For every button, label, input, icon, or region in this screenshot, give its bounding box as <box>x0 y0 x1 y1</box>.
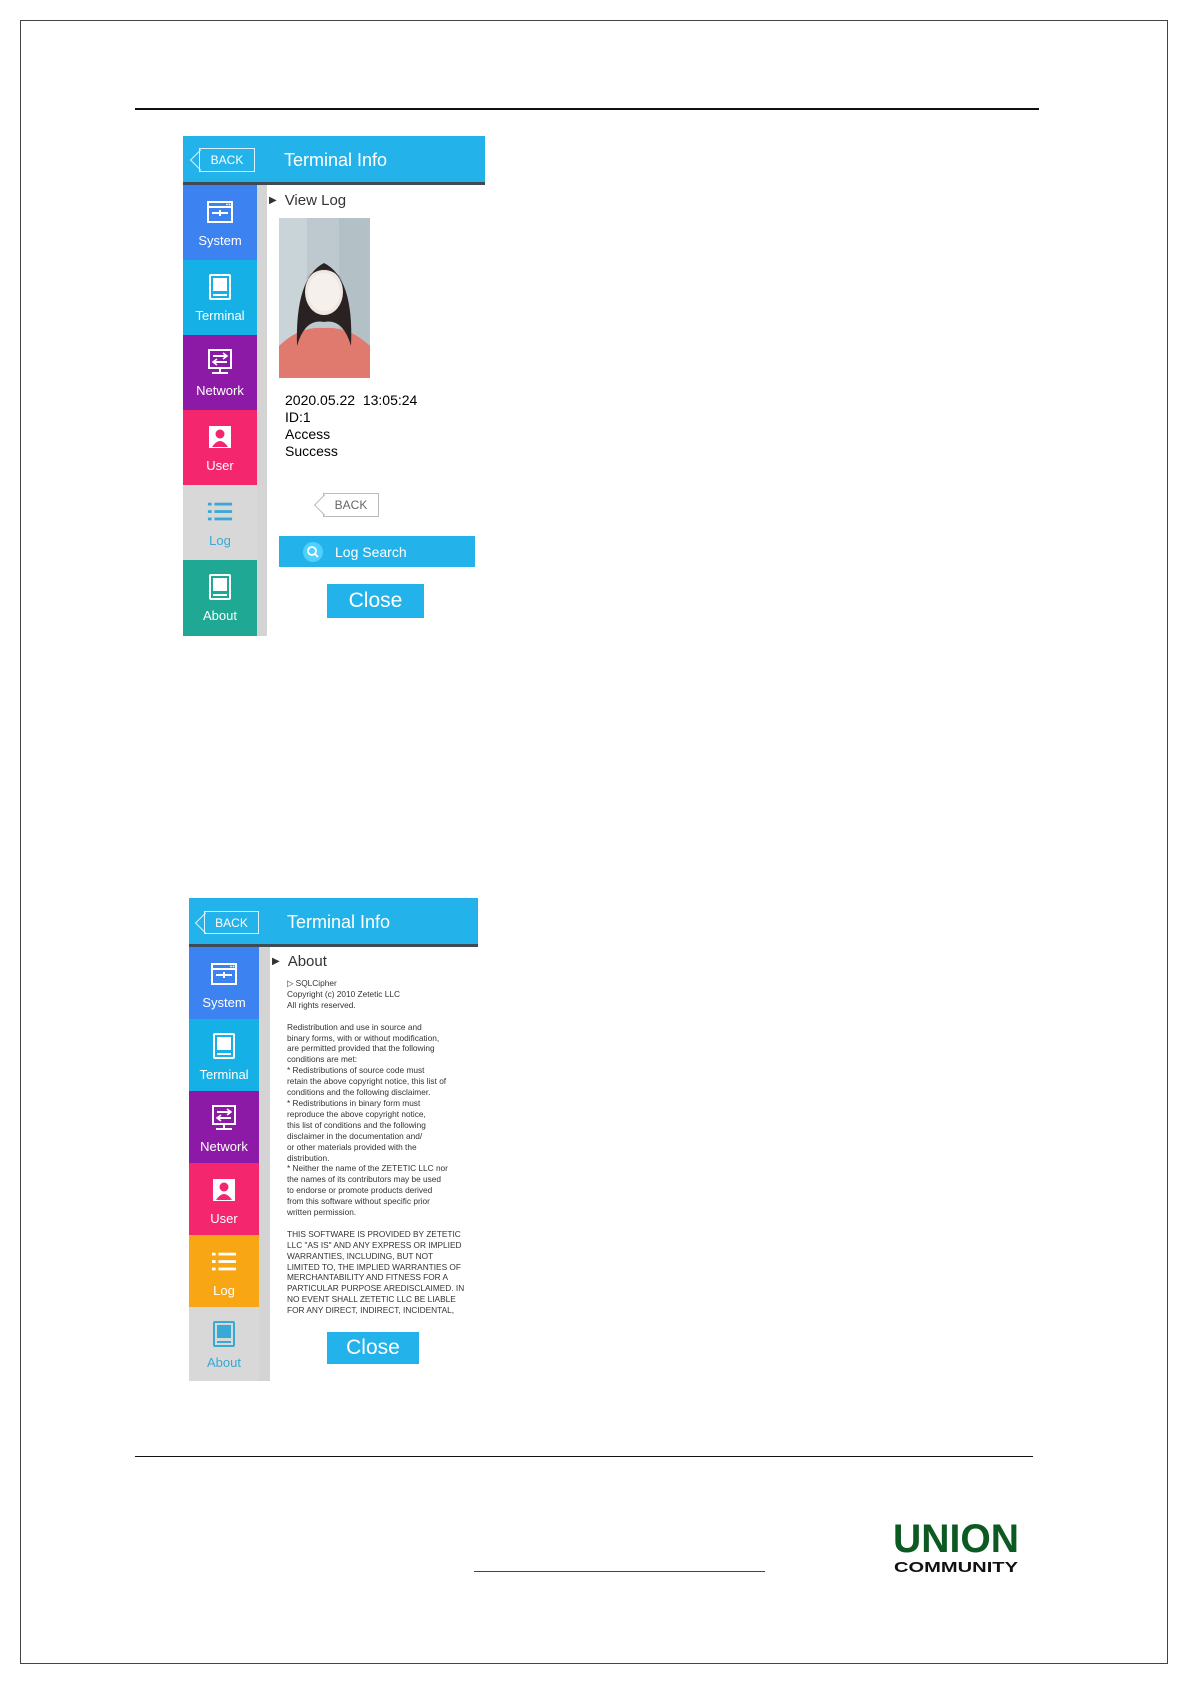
triangle-icon: ▶ <box>272 956 280 967</box>
sidebar-item-label: User <box>206 458 234 473</box>
system-icon <box>207 199 233 225</box>
sidebar-item-network[interactable] <box>183 335 257 410</box>
close-button[interactable]: Close <box>327 584 424 618</box>
triangle-icon: ▶ <box>269 195 277 206</box>
logo-mark-icon <box>892 1518 1020 1574</box>
sidebar-item-network[interactable] <box>189 1091 259 1163</box>
sidebar-item-label: About <box>207 1355 241 1370</box>
sidebar-strip <box>259 947 270 1381</box>
sidebar-item-user[interactable] <box>183 410 257 485</box>
content-area <box>272 953 472 970</box>
face-photo-icon <box>279 218 370 378</box>
screen-about <box>189 898 478 1381</box>
section-title <box>269 192 479 209</box>
sidebar-strip <box>257 185 267 636</box>
section-title-label: About <box>287 953 327 970</box>
sidebar <box>183 185 257 636</box>
log-photo[interactable] <box>279 218 370 378</box>
header-bar <box>183 136 485 185</box>
header-title: Terminal Info <box>287 912 391 932</box>
sidebar-item-label: Terminal <box>199 1067 249 1082</box>
about-icon <box>207 574 233 600</box>
back-button[interactable]: BACK <box>199 148 255 172</box>
back-button[interactable]: BACK <box>204 911 259 934</box>
log-datetime: 2020.05.22 13:05:24 <box>285 392 418 408</box>
network-icon <box>207 349 233 375</box>
sidebar-item-user[interactable] <box>189 1163 259 1235</box>
sidebar-item-terminal[interactable] <box>189 1019 259 1091</box>
sidebar-item-label: System <box>198 233 242 248</box>
log-back-button[interactable]: BACK <box>323 493 379 517</box>
sidebar-item-label: Network <box>200 1139 248 1154</box>
sidebar-item-label: Terminal <box>195 308 245 323</box>
footer-link-underline[interactable] <box>474 1571 765 1572</box>
log-type: Access <box>285 426 331 442</box>
log-icon <box>207 499 233 525</box>
log-icon <box>211 1249 237 1275</box>
about-icon <box>211 1321 237 1347</box>
log-search-button[interactable] <box>279 536 475 567</box>
terminal-icon <box>207 274 233 300</box>
bottom-rule <box>135 1456 1033 1457</box>
log-id: ID:1 <box>285 409 311 425</box>
union-community-logo <box>892 1518 1020 1574</box>
logo-bottom-text: COMMUNITY <box>894 1559 1018 1574</box>
sidebar-item-label: About <box>203 608 237 623</box>
sidebar <box>189 947 259 1381</box>
log-result: Success <box>285 443 338 459</box>
header-title: Terminal Info <box>284 150 388 170</box>
log-search-label: Log Search <box>335 543 407 560</box>
system-icon <box>211 961 237 987</box>
sidebar-item-label: Log <box>209 533 231 548</box>
content-area <box>269 192 479 209</box>
sidebar-item-terminal[interactable] <box>183 260 257 335</box>
network-icon <box>211 1105 237 1131</box>
sidebar-item-log[interactable] <box>183 485 257 560</box>
sidebar-item-label: Log <box>213 1283 235 1298</box>
log-details <box>285 392 417 460</box>
section-title <box>272 953 472 970</box>
search-icon <box>303 542 323 562</box>
close-button[interactable]: Close <box>327 1332 419 1364</box>
user-icon <box>207 424 233 450</box>
sidebar-item-about[interactable] <box>183 560 257 636</box>
user-icon <box>211 1177 237 1203</box>
top-rule <box>135 108 1039 110</box>
sidebar-item-label: System <box>202 995 246 1010</box>
sidebar-item-log[interactable] <box>189 1235 259 1307</box>
license-text: ▷ SQLCipher Copyright (c) 2010 Zetetic LLC All rights reserved. Redistribution and use in source and binary forms, with or without modification, are permitted provided that the following conditions are met: * Redistributions of source code must retain the above copyright notice, this list of conditions and the following disclaimer. * Redistributions in binary form must reproduce the above copyright notice, this list of conditions and the following disclaimer in the documentation and/ or other materials provided with the distribution. * Neither the name of the ZETETIC LLC nor the names of its contributors may be used to endorse or promote products derived from this software without specific prior written permission. THIS SOFTWARE IS PROVIDED BY ZETETIC LLC "AS IS" AND ANY EXPRESS OR IMPLIED WARRANTIES, INCLUDING, BUT NOT LIMITED TO, THE IMPLIED WARRANTIES OF MERCHANTABILITY AND FITNESS FOR A PARTICULAR PURPOSE AREDISCLAIMED. IN NO EVENT SHALL ZETETIC LLC BE LIABLE FOR ANY DIRECT, INDIRECT, INCIDENTAL, <box>287 978 465 1316</box>
terminal-icon <box>211 1033 237 1059</box>
sidebar-item-system[interactable] <box>183 185 257 260</box>
sidebar-item-system[interactable] <box>189 947 259 1019</box>
sidebar-item-label: User <box>210 1211 238 1226</box>
header-bar <box>189 898 478 947</box>
sidebar-item-label: Network <box>196 383 244 398</box>
section-title-label: View Log <box>284 192 347 209</box>
screen-view-log <box>183 136 485 636</box>
logo-top-text: UNION <box>893 1518 1019 1561</box>
sidebar-item-about[interactable] <box>189 1307 259 1381</box>
